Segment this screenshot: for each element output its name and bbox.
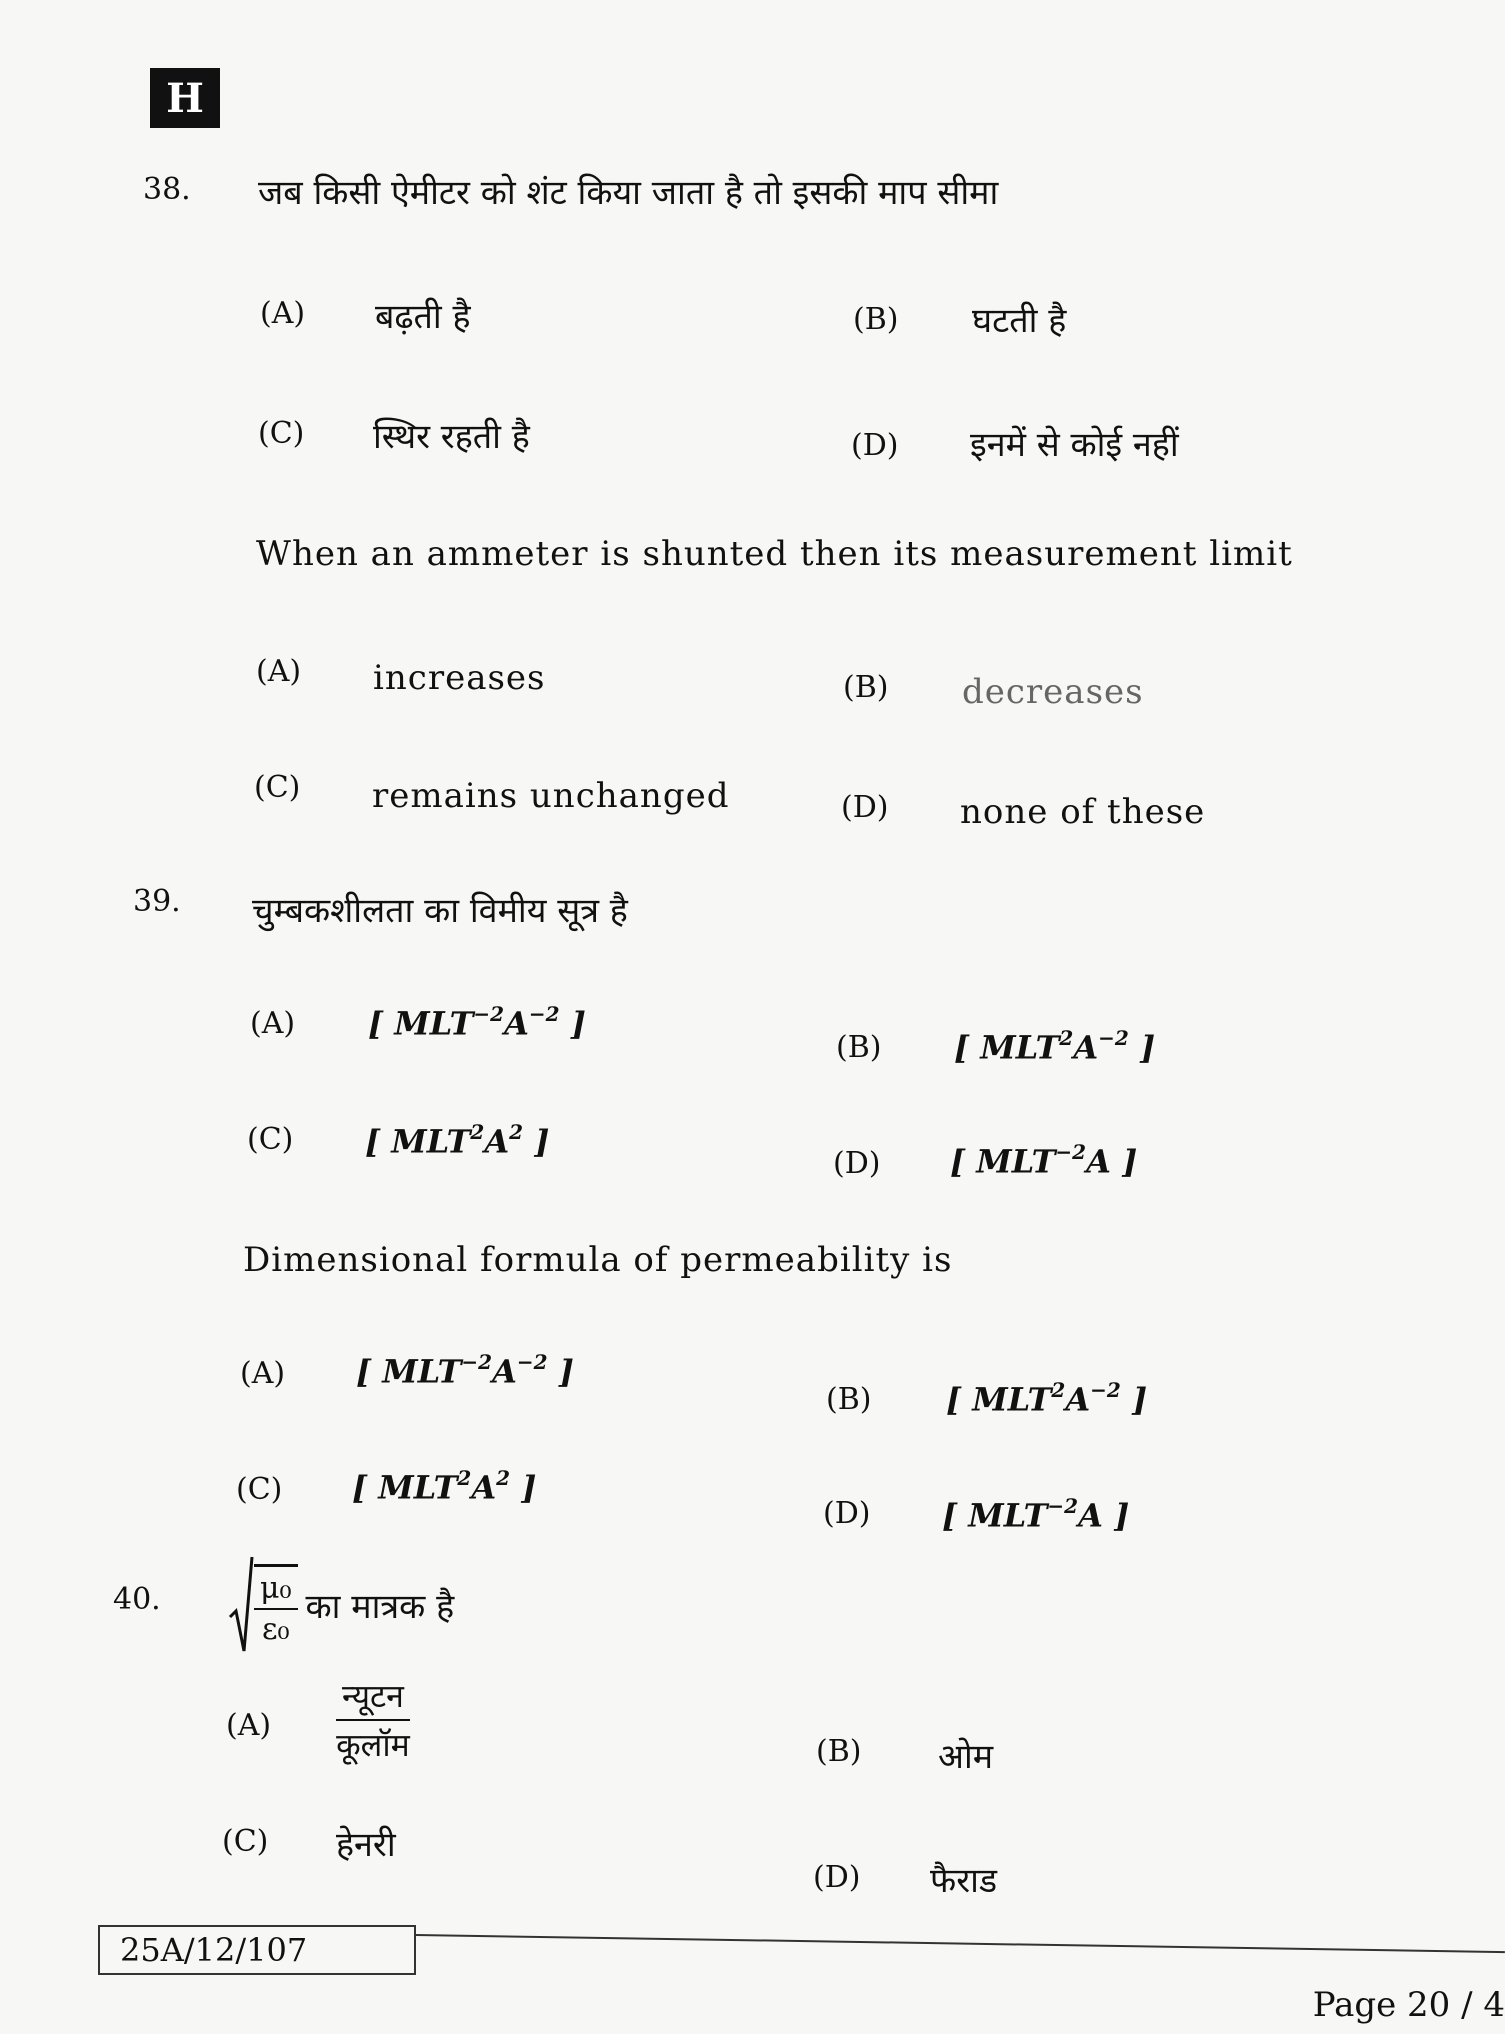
radical-sign-icon <box>228 1555 254 1655</box>
q38-hi-opt-a-letter: (A) <box>260 296 306 331</box>
question-40-stem-text: का मात्रक है <box>305 1587 455 1627</box>
q38-en-opt-b-letter: (B) <box>843 670 889 705</box>
q38-hi-opt-b-letter: (B) <box>853 302 899 337</box>
q38-en-opt-d-text: none of these <box>960 792 1206 832</box>
q39-en-opt-a-formula: [ $MLT^{-2}A^{-2}$ ] <box>356 1350 574 1391</box>
page-number: Page 20 / 4 <box>1312 1985 1505 2025</box>
q38-hi-opt-a-text: बढ़ती है <box>375 297 471 337</box>
q39-en-opt-b-formula: [ $MLT^2A^{-2}$ ] <box>946 1378 1148 1419</box>
q40-opt-d-text: फैराड <box>930 1861 998 1901</box>
q39-en-opt-d-formula: [ $MLT^{-2}A$ ] <box>942 1494 1130 1535</box>
q40-opt-b-text: ओम <box>938 1737 994 1777</box>
q39-en-opt-b-letter: (B) <box>826 1382 872 1417</box>
q38-en-opt-c-letter: (C) <box>254 770 301 805</box>
q40-opt-c-letter: (C) <box>222 1824 269 1859</box>
q39-hi-opt-a-formula: [ $MLT^{-2}A^{-2}$ ] <box>368 1002 586 1043</box>
q39-hi-opt-b-formula: [ $MLT^2A^{-2}$ ] <box>954 1026 1156 1067</box>
question-38-stem-english: When an ammeter is shunted then its measurement limit <box>256 534 1293 574</box>
question-39-number: 39. <box>133 884 181 919</box>
q39-en-opt-c-formula: [ $MLT^2A^2$ ] <box>352 1466 537 1507</box>
q39-hi-opt-a-letter: (A) <box>250 1006 296 1041</box>
q38-en-opt-a-letter: (A) <box>256 654 302 689</box>
q39-hi-opt-c-letter: (C) <box>247 1122 294 1157</box>
q39-en-opt-a-letter: (A) <box>240 1356 286 1391</box>
question-39-stem-english: Dimensional formula of permeability is <box>243 1240 953 1280</box>
q38-en-opt-a-text: increases <box>373 658 546 698</box>
set-badge: H <box>150 68 220 128</box>
q38-hi-opt-b-text: घटती है <box>972 301 1067 341</box>
q39-hi-opt-d-letter: (D) <box>833 1146 881 1181</box>
question-40-number: 40. <box>113 1582 161 1617</box>
q40-opt-a-fraction: $\frac{\text{न्यूटन}}{\text{कूलॉम}}$ <box>336 1674 410 1766</box>
question-39-stem-hindi: चुम्बकशीलता का विमीय सूत्र है <box>252 891 628 931</box>
sqrt-expression <box>228 1555 298 1655</box>
question-38-stem-hindi: जब किसी ऐमीटर को शंट किया जाता है तो इसकी माप सीमा <box>258 173 999 213</box>
q38-hi-opt-d-letter: (D) <box>851 428 899 463</box>
q38-en-opt-b-text: decreases <box>962 672 1144 712</box>
q39-hi-opt-c-formula: [ $MLT^2A^2$ ] <box>365 1120 550 1161</box>
q38-hi-opt-c-letter: (C) <box>258 416 305 451</box>
question-40-stem <box>228 1555 454 1655</box>
q38-hi-opt-c-text: स्थिर रहती है <box>373 417 530 457</box>
q38-en-opt-c-text: remains unchanged <box>372 776 730 816</box>
q39-en-opt-c-letter: (C) <box>236 1472 283 1507</box>
question-38-number: 38. <box>143 172 191 207</box>
q40-opt-c-text: हेनरी <box>336 1825 396 1865</box>
q40-opt-d-letter: (D) <box>813 1860 861 1895</box>
q40-opt-b-letter: (B) <box>816 1734 862 1769</box>
q39-en-opt-d-letter: (D) <box>823 1496 871 1531</box>
q40-opt-a-letter: (A) <box>226 1708 272 1743</box>
q39-hi-opt-b-letter: (B) <box>836 1030 882 1065</box>
q39-hi-opt-d-formula: [ $MLT^{-2}A$ ] <box>950 1140 1138 1181</box>
q38-en-opt-d-letter: (D) <box>841 790 889 825</box>
paper-code: 25A/12/107 <box>98 1925 416 1975</box>
mu0-over-eps0-fraction: $\frac{\text{μ₀}}{\text{ε₀}}$ <box>254 1564 298 1647</box>
footer-divider <box>416 1934 1505 1953</box>
q38-hi-opt-d-text: इनमें से कोई नहीं <box>970 425 1179 465</box>
